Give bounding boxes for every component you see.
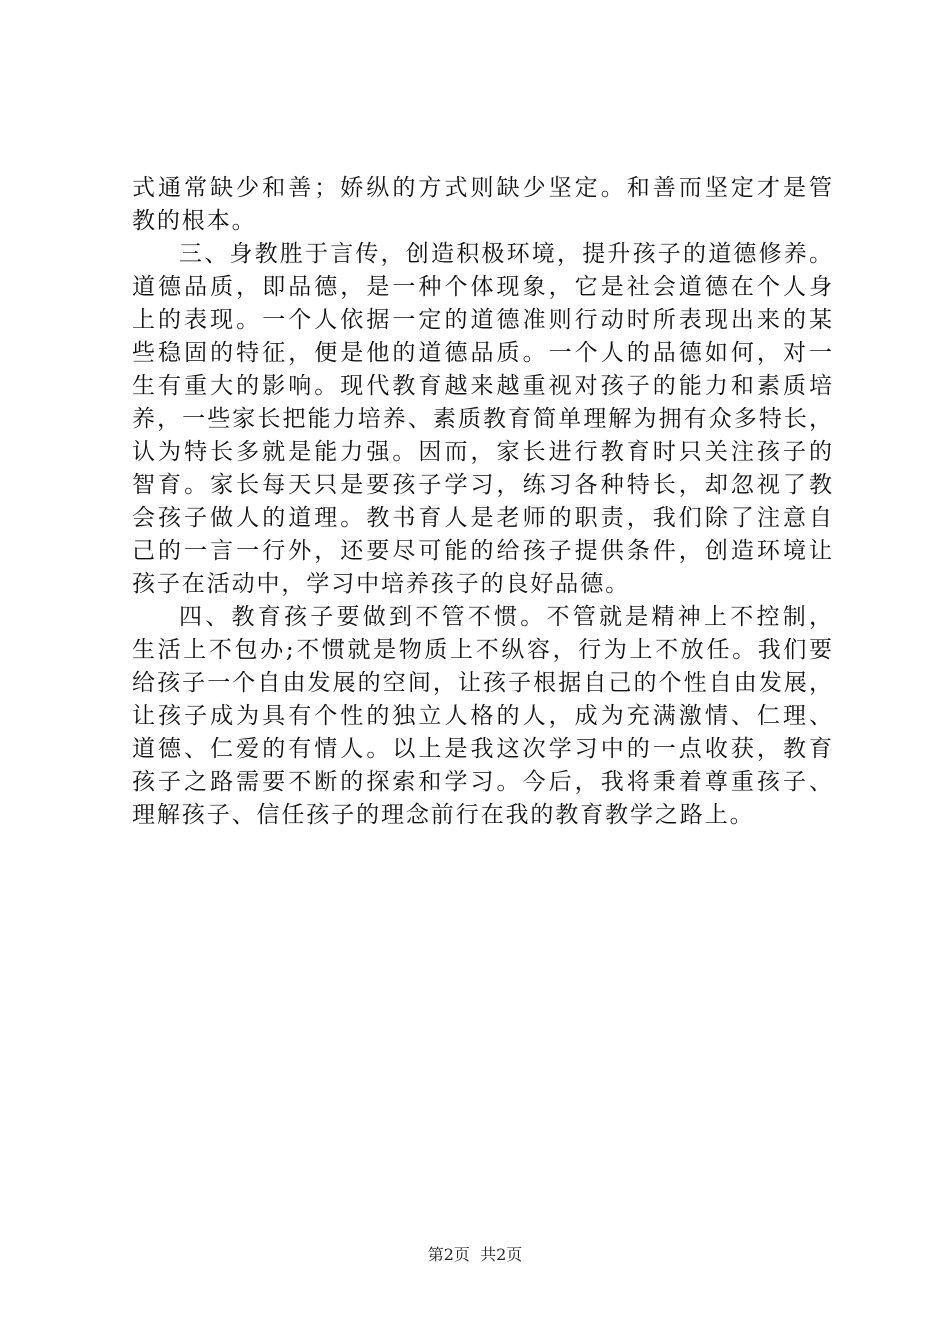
body-text <box>132 172 832 832</box>
text-line: 认为特长多就是能力强。因而，家长进行教育时只关注孩子的 <box>132 439 832 465</box>
paragraph-start-line: 四、教育孩子要做到不管不惯。不管就是精神上不控制， <box>179 604 832 630</box>
text-line: 给孩子一个自由发展的空间，让孩子根据自己的个性自由发展， <box>132 670 832 696</box>
text-line: 道德、仁爱的有情人。以上是我这次学习中的一点收获，教育 <box>132 736 832 762</box>
text-line: 孩子在活动中，学习中培养孩子的良好品德。 <box>132 571 630 597</box>
text-line: 生活上不包办;不惯就是物质上不纵容，行为上不放任。我们要 <box>132 637 832 663</box>
page-number-label: 第2页 共2页 <box>427 1245 523 1264</box>
text-line: 己的一言一行外，还要尽可能的给孩子提供条件，创造环境让 <box>132 538 832 564</box>
text-line: 理解孩子、信任孩子的理念前行在我的教育教学之路上。 <box>132 802 755 828</box>
paragraph-start-line: 三、身教胜于言传，创造积极环境，提升孩子的道德修养。 <box>179 241 832 267</box>
text-line: 让孩子成为具有个性的独立人格的人，成为充满激情、仁理、 <box>132 703 832 729</box>
text-line: 道德品质，即品德，是一种个体现象，它是社会道德在个人身 <box>132 274 832 300</box>
text-line: 上的表现。一个人依据一定的道德准则行动时所表现出来的某 <box>132 307 832 333</box>
text-line: 式通常缺少和善；娇纵的方式则缺少坚定。和善而坚定才是管 <box>132 175 832 201</box>
text-line: 些稳固的特征，便是他的道德品质。一个人的品德如何，对一 <box>132 340 832 366</box>
text-line: 孩子之路需要不断的探索和学习。今后，我将秉着尊重孩子、 <box>132 769 832 795</box>
text-line: 教的根本。 <box>132 208 257 234</box>
page-footer <box>0 1244 950 1266</box>
text-line: 养，一些家长把能力培养、素质教育简单理解为拥有众多特长， <box>132 406 832 432</box>
text-line: 会孩子做人的道理。教书育人是老师的职责，我们除了注意自 <box>132 505 832 531</box>
text-line: 智育。家长每天只是要孩子学习，练习各种特长，却忽视了教 <box>132 472 832 498</box>
text-line: 生有重大的影响。现代教育越来越重视对孩子的能力和素质培 <box>132 373 832 399</box>
